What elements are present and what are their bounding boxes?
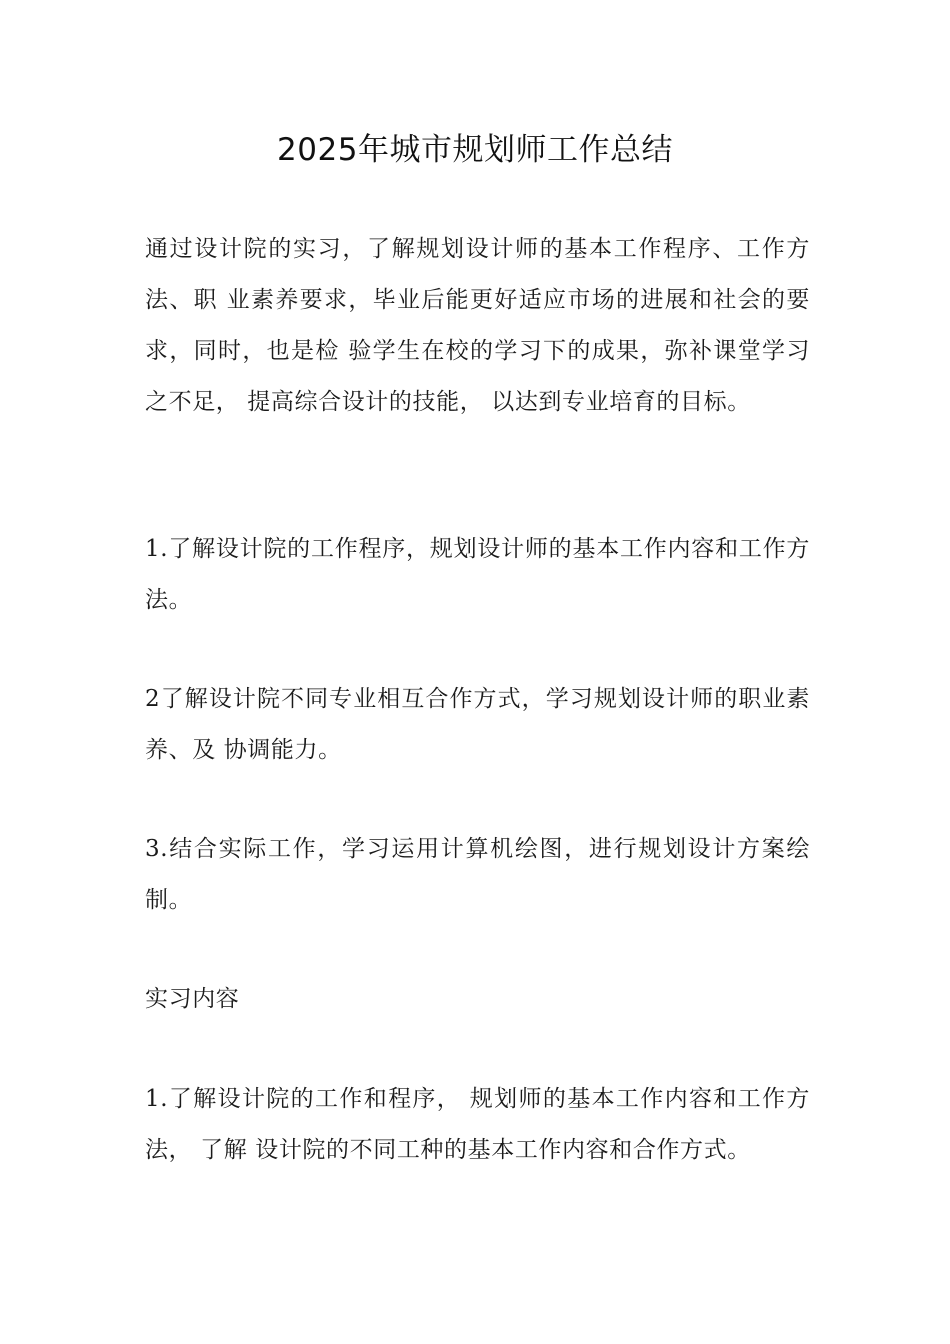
content-item-1: 1.了解设计院的工作和程序， 规划师的基本工作内容和工作方法， 了解 设计院的不同工种的基本工作内容和合作方式。 — [145, 1086, 810, 1163]
document-title: 2025年城市规划师工作总结 — [277, 132, 673, 168]
objective-item-3: 3.结合实际工作，学习运用计算机绘图，进行规划设计方案绘制。 — [145, 836, 810, 913]
objective-item-2: 2了解设计院不同专业相互合作方式，学习规划设计师的职业素养、及 协调能力。 — [145, 686, 810, 763]
section-heading: 实习内容 — [145, 986, 240, 1012]
intro-paragraph: 通过设计院的实习，了解规划设计师的基本工作程序、工作方法、职 业素养要求，毕业后能更好适应市场的进展和社会的要求，同时，也是检 验学生在校的学习下的成果，弥补课堂学习之不足， 提高综合设计的技能， 以达到专业培育的目标。 — [145, 236, 810, 415]
objective-item-1: 1.了解设计院的工作程序，规划设计师的基本工作内容和工作方法。 — [145, 536, 810, 613]
